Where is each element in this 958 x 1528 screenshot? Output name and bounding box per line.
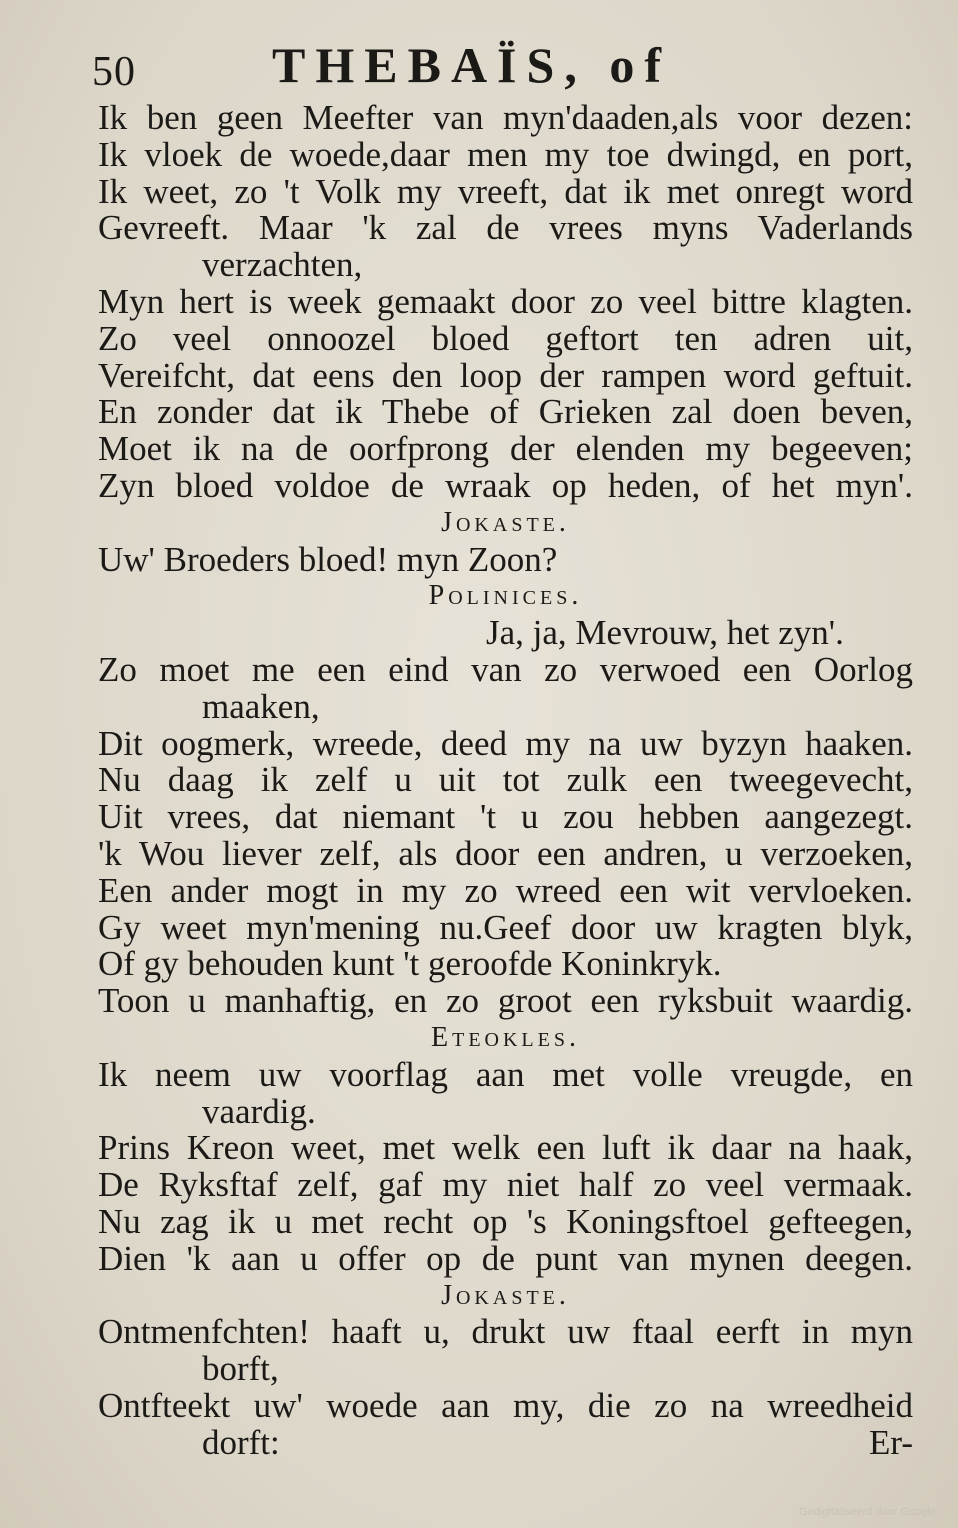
verse-line: Vereifcht, dat eens den loop der rampen word geftuit. bbox=[98, 355, 913, 395]
verse-line: 'k Wou liever zelf, als door een andren, u verzoeken, bbox=[98, 833, 913, 873]
verse-line: Moet ik na de oorfprong der elenden my begeeven; bbox=[98, 429, 913, 469]
verse-line: Nu zag ik u met recht op 's Koningsftoel gefteegen, bbox=[98, 1201, 913, 1241]
running-head: THEBAÏS, of bbox=[272, 37, 671, 93]
speaker-name: Eteokles. bbox=[431, 1021, 580, 1053]
verse-line bbox=[98, 1422, 913, 1462]
speaker-name: Jokaste. bbox=[441, 1279, 570, 1311]
verse-continuation: verzachten, bbox=[202, 245, 363, 285]
verse-line: Uw' Broeders bloed! myn Zoon? bbox=[98, 539, 558, 579]
verse-line: Zyn bloed voldoe de wraak op heden, of het myn'. bbox=[98, 465, 913, 505]
verse-line: En zonder dat ik Thebe of Grieken zal doen beven, bbox=[98, 392, 913, 432]
verse-line: Toon u manhaftig, en zo groot een ryksbuit waardig. bbox=[98, 981, 913, 1021]
speaker-name: Jokaste. bbox=[441, 506, 570, 538]
verse-continuation: vaardig. bbox=[202, 1091, 316, 1131]
verse-line: Gevreeft. Maar 'k zal de vrees myns Vaderlands bbox=[98, 208, 913, 248]
verse-line: Dien 'k aan u offer op de punt van mynen deegen. bbox=[98, 1238, 913, 1278]
verse-line: Zo veel onnoozel bloed geftort ten adren uit, bbox=[98, 318, 913, 358]
speaker-name: Polinices. bbox=[428, 580, 583, 612]
verse-line: Zo moet me een eind van zo verwoed een Oorlog bbox=[98, 649, 913, 689]
verse-line: Ik vloek de woede,daar men my toe dwingd, en port, bbox=[98, 134, 913, 174]
verse-line: Ik ben geen Meefter van myn'daaden,als voor dezen: bbox=[98, 98, 913, 137]
verse-line: Myn hert is week gemaakt door zo veel bittre klagten. bbox=[98, 281, 913, 321]
verse-line: Of gy behouden kunt 't geroofde Koninkryk. bbox=[98, 944, 722, 984]
verse-line: Ontfteekt uw' woede aan my, die zo na wreedheid bbox=[98, 1385, 913, 1425]
verse-line: Gy weet myn'mening nu.Geef door uw kragten blyk, bbox=[98, 907, 913, 947]
verse-line: Dit oogmerk, wreede, deed my na uw byzyn haaken. bbox=[98, 723, 913, 763]
page-number: 50 bbox=[92, 49, 136, 95]
catchword: Er- bbox=[869, 1422, 913, 1462]
verse-line: Prins Kreon weet, met welk een luft ik daar na haak, bbox=[98, 1128, 913, 1168]
verse-line: Ik neem uw voorflag aan met volle vreugde, en bbox=[98, 1054, 913, 1094]
verse-line: Ik weet, zo 't Volk my vreeft, dat ik met onregt word bbox=[98, 171, 913, 211]
verse-line: Nu daag ik zelf u uit tot zulk een tweegevecht, bbox=[98, 760, 913, 800]
verse-line: Ja, ja, Mevrouw, het zyn'. bbox=[486, 613, 844, 653]
verse-line: Uit vrees, dat niemant 't u zou hebben aangezegt. bbox=[98, 797, 913, 837]
verse-continuation: borft, bbox=[202, 1349, 279, 1389]
verse-line: Ontmenfchten! haaft u, drukt uw ftaal eerft in myn bbox=[98, 1312, 913, 1352]
page-header bbox=[0, 30, 958, 100]
verse-continuation: maaken, bbox=[202, 686, 320, 726]
verse-continuation: dorft: bbox=[202, 1422, 280, 1462]
verse-body bbox=[98, 100, 913, 1461]
digitization-watermark: Gedigitaliseerd door Google bbox=[799, 1506, 936, 1518]
verse-line: Een ander mogt in my zo wreed een wit vervloeken. bbox=[98, 870, 913, 910]
verse-line: De Ryksftaf zelf, gaf my niet half zo veel vermaak. bbox=[98, 1165, 913, 1205]
